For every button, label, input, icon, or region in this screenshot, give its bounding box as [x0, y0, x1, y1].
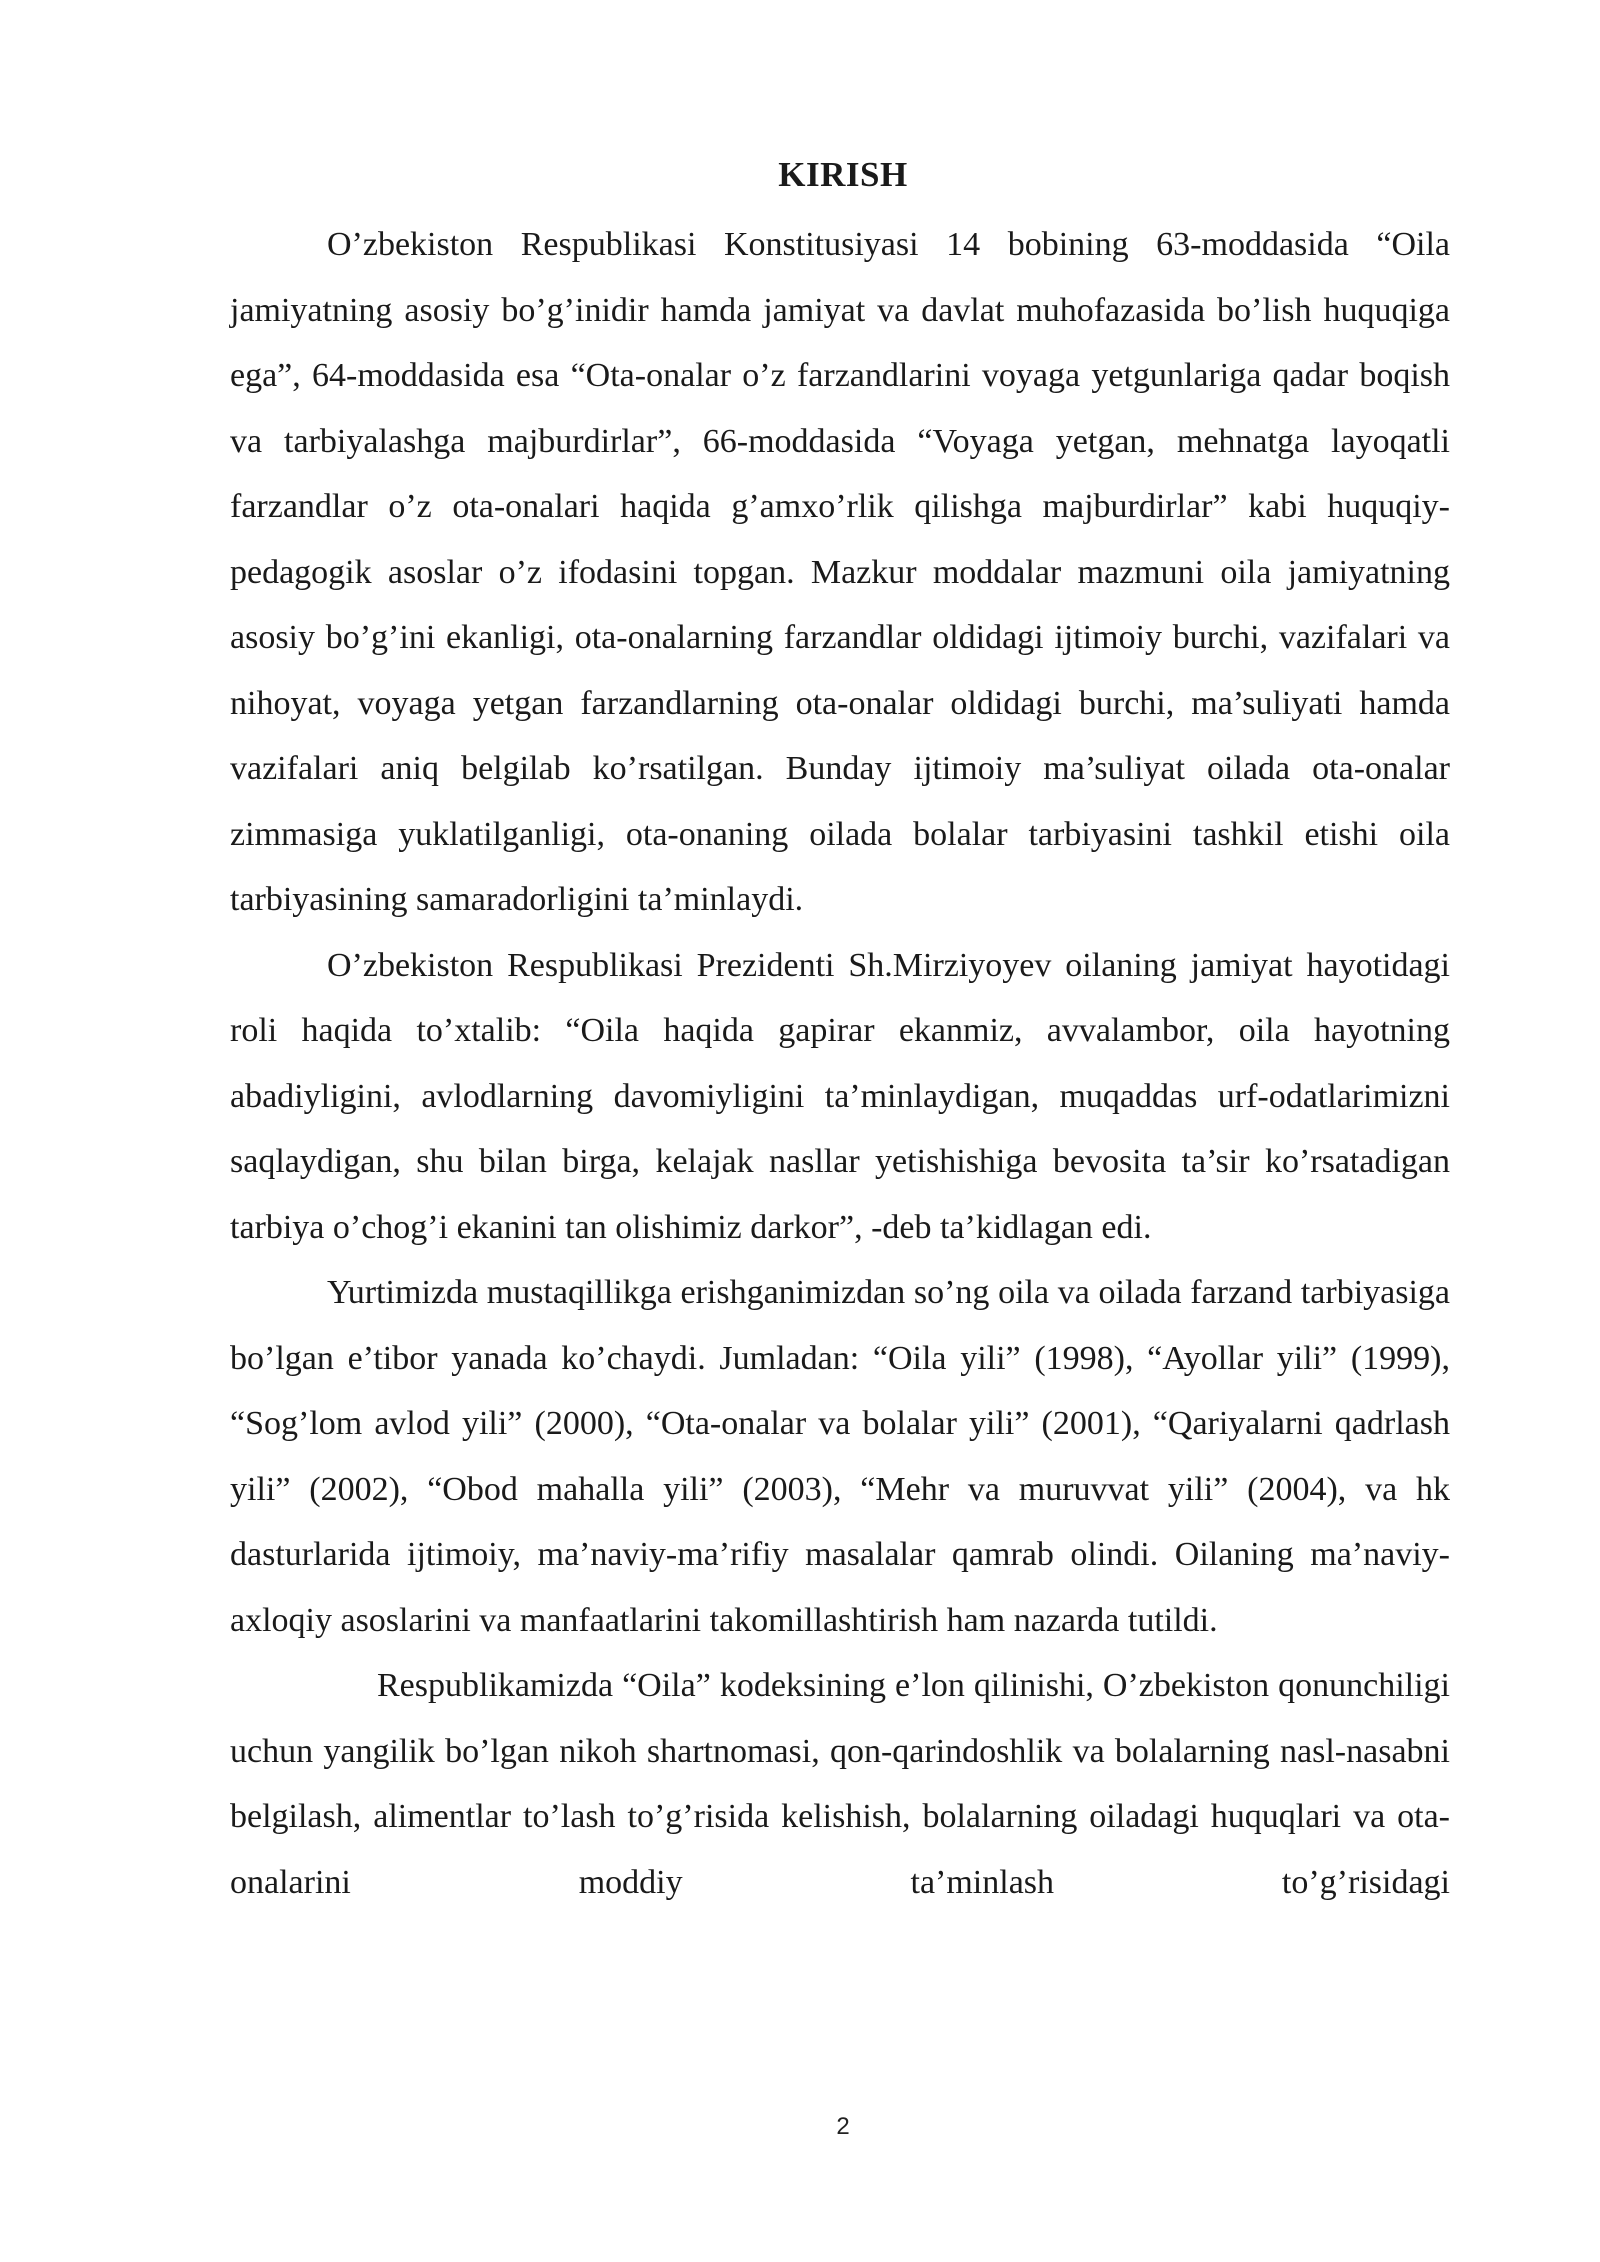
paragraph-president: O’zbekiston Respublikasi Prezidenti Sh.Mirziyoyev oilaning jamiyat hayotidagi roli haqida to’xtalib: “Oila haqida gapirar ekanmiz, avvalambor, oila hayotning abadiyligini, avlodlarning davomiyligini ta’minlaydigan, muqaddas urf-odatlarimizni saqlaydigan, shu bilan birga, kelajak nasllar yetishishiga bevosita ta’sir ko’rsatadigan tarbiya o’chog’i ekanini tan olishimiz darkor”, -deb ta’kidlagan edi. [230, 946, 1450, 1246]
body-text [230, 212, 1450, 1915]
paragraph-independence: Yurtimizda mustaqillikga erishganimizdan so’ng oila va oilada farzand tarbiyasiga bo’lgan e’tibor yanada ko’chaydi. Jumladan: “Oila yili” (1998), “Ayollar yili” (1999), “Sog’lom avlod yili” (2000), “Ota-onalar va bolalar yili” (2001), “Qariyalarni qadrlash yili” (2002), “Obod mahalla yili” (2003), “Mehr va muruvvat yili” (2004), va hk dasturlarida ijtimoiy, ma’naviy-ma’rifiy masalalar qamrab olindi. Oilaning ma’naviy-axloqiy asoslarini va manfaatlarini takomillashtirish ham nazarda tutildi. [230, 1274, 1450, 1639]
page-title: KIRISH [778, 155, 908, 194]
page-number: 2 [836, 2113, 850, 2140]
paragraph-family-code: Respublikamizda “Oila” kodeksining e’lon qilinishi, O’zbekiston qonunchiligi uchun yangilik bo’lgan nikoh shartnomasi, qon-qarindoshlik va bolalarning nasl-nasabni belgilash, alimentlar to’lash to’g’risida kelishish, bolalarning oiladagi huquqlari va ota-onalarini moddiy ta’minlash to’g’risidagi [230, 1667, 1450, 1901]
paragraph-constitution: O’zbekiston Respublikasi Konstitusiyasi 14 bobining 63-moddasida “Oila jamiyatning asosiy bo’g’inidir hamda jamiyat va davlat muhofazasida bo’lish huquqiga ega”, 64-moddasida esa “Ota-onalar o’z farzandlarini voyaga yetgunlariga qadar boqish va tarbiyalashga majburdirlar”, 66-moddasida “Voyaga yetgan, mehnatga layoqatli farzandlar o’z ota-onalari haqida g’amxo’rlik qilishga majburdirlar” kabi huquqiy-pedagogik asoslar o’z ifodasini topgan. Mazkur moddalar mazmuni oila jamiyatning asosiy bo’g’ini ekanligi, ota-onalarning farzandlar oldidagi ijtimoiy burchi, vazifalari va nihoyat, voyaga yetgan farzandlarning ota-onalar oldidagi burchi, ma’suliyati hamda vazifalari aniq belgilab ko’rsatilgan. Bunday ijtimoiy ma’suliyat oilada ota-onalar zimmasiga yuklatilganligi, ota-onaning oilada bolalar tarbiyasini tashkil etishi oila tarbiyasining samaradorligini ta’minlaydi. [230, 226, 1450, 918]
